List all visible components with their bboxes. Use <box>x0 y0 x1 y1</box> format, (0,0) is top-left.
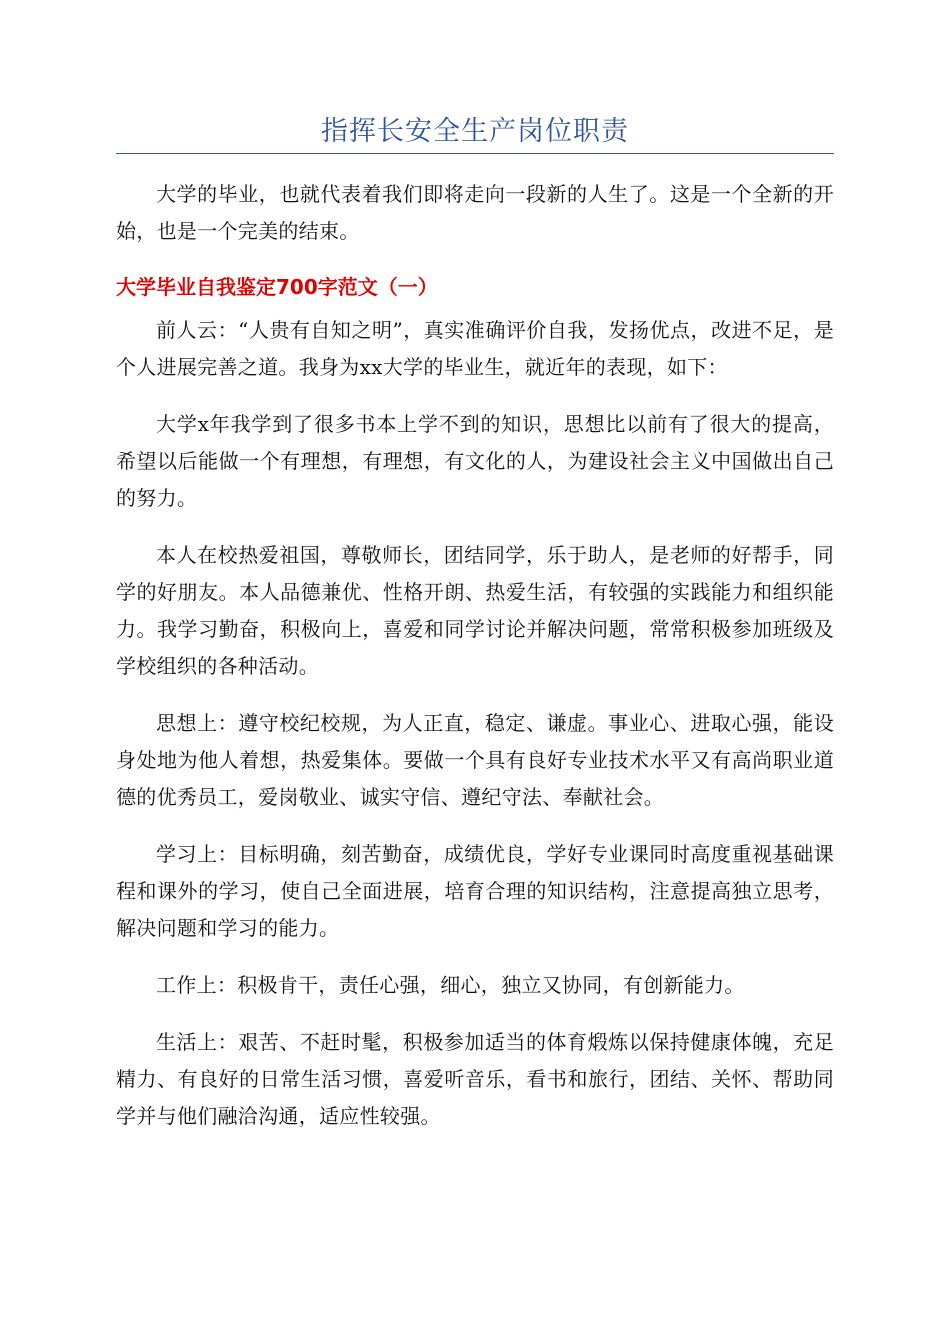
document-body <box>116 176 834 1155</box>
title-divider <box>116 153 834 154</box>
intro-paragraph: 大学的毕业，也就代表着我们即将走向一段新的人生了。这是一个全新的开始，也是一个完美的结束。 <box>116 182 834 243</box>
body-paragraph: 工作上：积极肯干，责任心强，细心，独立又协同，有创新能力。 <box>156 973 745 997</box>
body-paragraph: 本人在校热爱祖国，尊敬师长，团结同学，乐于助人，是老师的好帮手，同学的好朋友。本人品德兼优、性格开朗、热爱生活，有较强的实践能力和组织能力。我学习勤奋，积极向上，喜爱和同学讨论并解决问题，常常积极参加班级及学校组织的各种活动。 <box>116 543 834 678</box>
page-title: 指挥长安全生产岗位职责 <box>321 116 629 147</box>
body-paragraph: 思想上：遵守校纪校规，为人正直，稳定、谦虚。事业心、进取心强，能设身处地为他人着想，热爱集体。要做一个具有良好专业技术水平又有高尚职业道德的优秀员工，爱岗敬业、诚实守信、遵纪守法、奉献社会。 <box>116 711 834 809</box>
section-heading: 大学毕业自我鉴定700字范文（一） <box>116 275 438 299</box>
body-paragraph: 学习上：目标明确，刻苦勤奋，成绩优良，学好专业课同时高度重视基础课程和课外的学习，使自己全面进展，培育合理的知识结构，注意提高独立思考，解决问题和学习的能力。 <box>116 842 834 940</box>
body-paragraph: 大学x年我学到了很多书本上学不到的知识，思想比以前有了很大的提高，希望以后能做一个有理想，有理想，有文化的人，为建设社会主义中国做出自己的努力。 <box>116 412 834 510</box>
body-paragraph: 生活上：艰苦、不赶时髦，积极参加适当的体育煅炼以保持健康体魄，充足精力、有良好的日常生活习惯，喜爱听音乐，看书和旅行，团结、关怀、帮助同学并与他们融洽沟通，适应性较强。 <box>116 1030 834 1128</box>
body-paragraph: 前人云：“人贵有自知之明”，真实准确评价自我，发扬优点，改进不足，是个人进展完善之道。我身为xx大学的毕业生，就近年的表现，如下： <box>116 318 834 379</box>
